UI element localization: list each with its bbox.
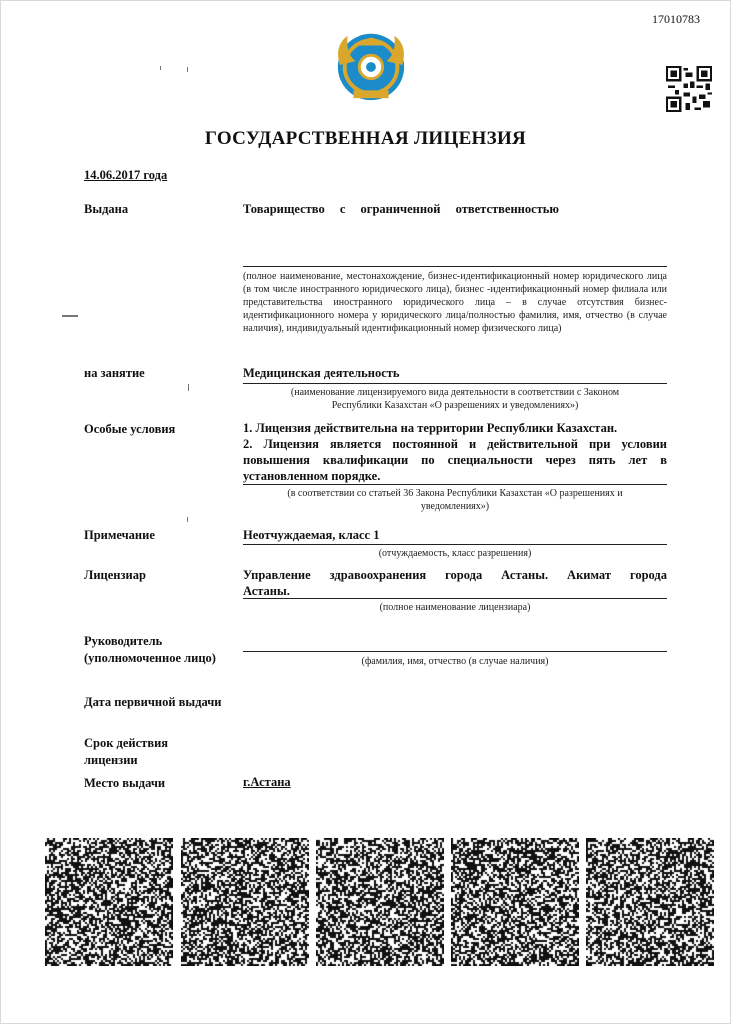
issued-to-note: (полное наименование, местонахождение, бизнес-идентификационный номер юридического лица (в том числе иностранного юридического лица), бизнес -идентификационный номер филиала или представительства иностранного юридического лица – в случае отсутствия бизнес-идентификационного номера у юридического лица/полностью фамилия, имя, отчество (в случае наличия), индивидуальный идентификационный номер физического лица): [243, 271, 667, 334]
conditions-note-2: уведомлениях»): [420, 501, 490, 512]
document-number: 17010783: [652, 12, 700, 26]
activity-line: [243, 383, 667, 384]
scan-mark: [187, 517, 188, 522]
remark-note: (отчуждаемость, класс разрешения): [378, 548, 532, 559]
conditions-label: Особые условия: [84, 422, 176, 436]
head-label-2: (уполномоченное лицо): [84, 651, 216, 665]
licensor-value: Управление здравоохранения города Астаны. Акимат города Астаны.: [243, 568, 667, 598]
scan-mark: [187, 67, 188, 72]
place-value: г.Астана: [243, 775, 291, 789]
page-title: ГОСУДАРСТВЕННАЯ ЛИЦЕНЗИЯ: [204, 128, 527, 149]
place-label: Место выдачи: [84, 776, 166, 790]
head-note: (фамилия, имя, отчество (в случае наличия): [361, 656, 549, 667]
conditions-line: [243, 484, 667, 485]
barcode-block: [451, 838, 579, 966]
licensor-line: [243, 598, 667, 599]
activity-label: на занятие: [84, 366, 145, 380]
head-label-1: Руководитель: [84, 634, 163, 648]
barcode-block: [181, 838, 309, 966]
remark-label: Примечание: [84, 528, 155, 542]
barcode-block: [586, 838, 714, 966]
validity-label-2: лицензии: [84, 753, 138, 767]
activity-value: Медицинская деятельность: [243, 366, 400, 380]
first-issue-label: Дата первичной выдачи: [84, 695, 222, 709]
issued-to-label: Выдана: [84, 202, 129, 216]
qr-code-icon: [666, 66, 712, 112]
scan-mark: [160, 66, 161, 70]
head-line: [243, 651, 667, 652]
barcode-block: [316, 838, 444, 966]
conditions-line-1: 1. Лицензия действительна на территории Республики Казахстан.: [243, 421, 618, 435]
validity-label-1: Срок действия: [84, 736, 169, 750]
barcode-block: [45, 838, 173, 966]
licensor-note: (полное наименование лицензиара): [379, 602, 531, 613]
issued-to-line: [243, 266, 667, 267]
conditions-line-2: 2. Лицензия является постоянной и действительной при условии повышения квалификации по специальности через пять лет в установленном порядке.: [243, 437, 667, 483]
scan-mark: [188, 384, 189, 391]
remark-line: [243, 544, 667, 545]
activity-note-1: (наименование лицензируемого вида деятельности в соответствии с Законом: [290, 387, 620, 398]
issued-to-value: Товарищество с ограниченной ответственностью: [243, 202, 559, 216]
state-emblem-icon: [332, 26, 410, 104]
licensor-label: Лицензиар: [84, 568, 146, 582]
activity-note-2: Республики Казахстан «О разрешениях и уведомлениях»): [331, 400, 579, 411]
scan-mark: [62, 315, 78, 317]
issue-date: 14.06.2017 года: [84, 168, 168, 182]
conditions-note-1: (в соответствии со статьей 36 Закона Республики Казахстан «О разрешениях и: [287, 488, 623, 499]
remark-value: Неотчуждаемая, класс 1: [243, 528, 380, 542]
